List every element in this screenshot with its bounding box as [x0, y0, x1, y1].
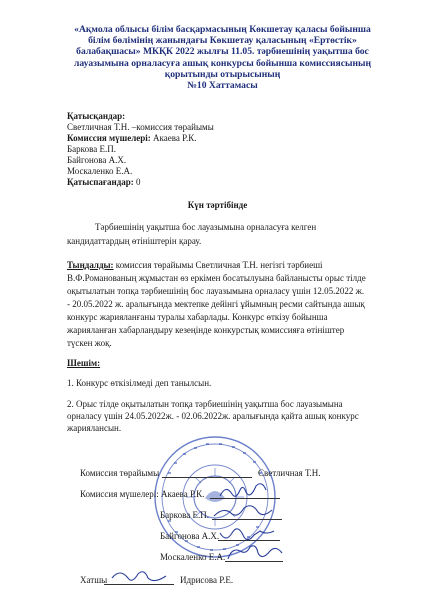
member-signature-name: Баркова Е.П. [160, 510, 209, 520]
header-line: білім бөлімінің жанындағы Көкшетау қаласының «Ертөстік» [88, 35, 357, 47]
listened-line: түскен жоқ. [67, 338, 112, 348]
members-line [67, 133, 197, 144]
header-line: лауазымына орналасуға ашық конкурсы бойынша комиссиясының [73, 57, 372, 69]
agenda-line: кандидаттардың өтініштерін қарау. [67, 236, 202, 246]
members-signature-role: Комиссия мүшелері: [80, 489, 159, 499]
members-signature-line [80, 489, 204, 500]
member-name: Байгонова А.Х. [67, 155, 127, 165]
absent-label: Қатыспағандар: [67, 177, 134, 187]
chair-line: Светличная Т.Н. –комиссия төрайымы [67, 122, 214, 132]
member-name: Баркова Е.П. [67, 144, 116, 154]
header-line: «Ақмола облысы білім басқармасының Көкшетау қаласы бойынша [74, 24, 371, 35]
header-line: балабақшасы» МКҚК 2022 жылғы 11.05. тәрбиешінің уақытша бос [76, 46, 369, 58]
member-name: Акаева Р.К. [150, 133, 197, 143]
agenda-line: Тәрбиешінің уақытша бос лауазымына орналасуға келген [95, 222, 317, 232]
listened-line: оқытылатын топқа тәрбиешінің бос лауазымына орналасу үшін 12.05.2022 ж. [67, 286, 365, 296]
listened-line: В.Ф.Романованың жұмыстан өз еркімен босатылуына байланысты орыс тілде [67, 273, 366, 283]
listened-line: - 20.05.2022 ж. аралығында мектепке дейінгі ұйымның ресми сайтында ашық [67, 299, 365, 309]
present-label: Қатысқандар: [67, 111, 126, 121]
listened-line: конкурс жарияланғаны туралы хабарлады. Конкурс өткізу бойынша [67, 312, 328, 322]
handwritten-signature [226, 545, 286, 565]
listened-line: жарияланған хабарландыру кезеңінде конкурстық комиссияға өтініштер [67, 325, 345, 335]
decision-item-1: 1. Конкурс өткізілмеді деп танылсын. [67, 378, 212, 388]
listened-label: Тыңдалды: [67, 260, 114, 270]
listened-first-line [67, 260, 323, 271]
absent-value: 0 [133, 177, 141, 187]
secretary-signature-role: Хатшы [80, 575, 108, 585]
member-signature-name: Акаева Р.К. [160, 489, 205, 499]
chair-signature-name: Светличная Т.Н. [258, 468, 321, 478]
protocol-number: №10 Хаттамасы [187, 80, 258, 92]
chair-signature-line [162, 477, 252, 478]
member-signature-name: Байгонова А.Х. [160, 531, 220, 541]
members-label: Комиссия мүшелері: [67, 133, 151, 143]
handwritten-signature [218, 482, 278, 502]
member-name: Москаленко Е.А. [67, 166, 133, 176]
secretary-signature-name: Идрисова Р.Е. [180, 575, 234, 585]
header-line: қорытынды отырысының [164, 68, 281, 80]
listened-text: комиссия төрайымы Светличная Т.Н. негізгі тәрбиеші [113, 260, 323, 270]
decision-item-2-line: орналасу үшін 24.05.2022ж. - 02.06.2022ж. аралығында қайта ашық конкурс [67, 411, 359, 421]
member-signature-name: Москаленко Е.А. [160, 552, 226, 562]
absent-line [67, 177, 141, 188]
handwritten-signature [218, 525, 278, 543]
agenda-title: Күн тәртібінде [187, 200, 248, 210]
protocol-header [60, 24, 385, 91]
decision-label: Шешім: [67, 358, 101, 368]
decision-item-2-line: жариялансын. [67, 423, 122, 433]
decision-item-2-line: 2. Орыс тілде оқытылатын топқа тәрбиешінің уақытша бос лауазымына [67, 399, 343, 409]
handwritten-signature [110, 568, 170, 586]
handwritten-signature [212, 504, 277, 522]
chair-signature-role: Комиссия төрайымы [80, 468, 160, 478]
